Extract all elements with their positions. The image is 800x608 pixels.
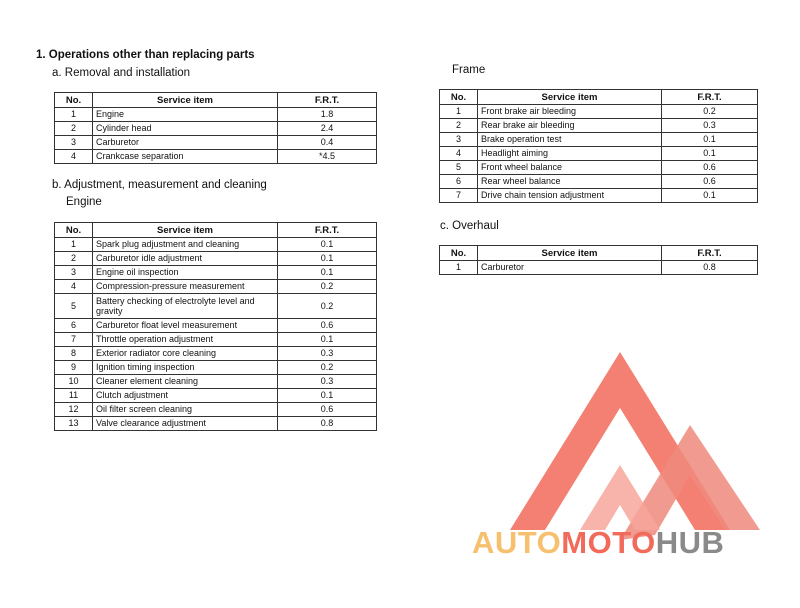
table-row xyxy=(440,161,758,175)
row-no: 4 xyxy=(440,147,478,161)
row-item: Oil filter screen cleaning xyxy=(93,403,278,417)
brand-hub: HUB xyxy=(655,525,725,560)
row-item: Carburetor idle adjustment xyxy=(93,252,278,266)
overhaul-title: c. Overhaul xyxy=(440,220,499,232)
table-row xyxy=(440,261,758,275)
row-no: 2 xyxy=(55,122,93,136)
table-row xyxy=(440,189,758,203)
row-no: 1 xyxy=(55,238,93,252)
table-row xyxy=(440,175,758,189)
row-no: 1 xyxy=(55,108,93,122)
row-no: 7 xyxy=(55,333,93,347)
overhaul-table xyxy=(439,245,758,275)
table-row xyxy=(55,122,377,136)
removal-table xyxy=(54,92,377,164)
row-frt: 0.2 xyxy=(278,294,377,319)
row-no: 10 xyxy=(55,375,93,389)
table-row xyxy=(55,361,377,375)
row-item: Brake operation test xyxy=(478,133,662,147)
row-no: 1 xyxy=(440,261,478,275)
row-item: Carburetor xyxy=(93,136,278,150)
section-heading: 1. Operations other than replacing parts xyxy=(36,49,255,61)
adjustment-title: b. Adjustment, measurement and cleaning xyxy=(52,179,267,191)
col-no: No. xyxy=(55,223,93,238)
adjustment-table xyxy=(54,222,377,431)
row-item: Spark plug adjustment and cleaning xyxy=(93,238,278,252)
col-service-item: Service item xyxy=(93,93,278,108)
row-no: 3 xyxy=(55,266,93,280)
brand-moto: MOTO xyxy=(561,525,656,560)
table-row xyxy=(440,105,758,119)
row-no: 5 xyxy=(55,294,93,319)
col-frt: F.R.T. xyxy=(662,90,758,105)
removal-title: a. Removal and installation xyxy=(52,67,191,79)
table-row xyxy=(55,252,377,266)
col-service-item: Service item xyxy=(478,90,662,105)
watermark-brand xyxy=(472,525,724,561)
row-frt: 0.3 xyxy=(278,375,377,389)
row-item: Engine xyxy=(93,108,278,122)
row-no: 11 xyxy=(55,389,93,403)
col-no: No. xyxy=(55,93,93,108)
adjustment-subtitle: Engine xyxy=(66,196,102,208)
table-row xyxy=(55,150,377,164)
row-item: Battery checking of electrolyte level and gravity xyxy=(93,294,278,319)
row-item: Valve clearance adjustment xyxy=(93,417,278,431)
row-frt: 0.1 xyxy=(278,252,377,266)
row-frt: 0.1 xyxy=(278,333,377,347)
row-frt: *4.5 xyxy=(278,150,377,164)
frame-title: Frame xyxy=(452,64,486,76)
table-row xyxy=(55,108,377,122)
row-item: Compression-pressure measurement xyxy=(93,280,278,294)
row-item: Front wheel balance xyxy=(478,161,662,175)
row-no: 2 xyxy=(440,119,478,133)
row-item: Clutch adjustment xyxy=(93,389,278,403)
row-item: Rear wheel balance xyxy=(478,175,662,189)
row-frt: 0.2 xyxy=(278,361,377,375)
table-row xyxy=(55,266,377,280)
row-no: 6 xyxy=(55,319,93,333)
table-row xyxy=(55,333,377,347)
table-row xyxy=(55,375,377,389)
row-frt: 0.1 xyxy=(278,266,377,280)
row-frt: 0.2 xyxy=(278,280,377,294)
col-frt: F.R.T. xyxy=(278,93,377,108)
col-service-item: Service item xyxy=(93,223,278,238)
row-frt: 0.3 xyxy=(278,347,377,361)
row-item: Drive chain tension adjustment xyxy=(478,189,662,203)
row-no: 13 xyxy=(55,417,93,431)
row-frt: 0.6 xyxy=(662,175,758,189)
row-item: Crankcase separation xyxy=(93,150,278,164)
col-frt: F.R.T. xyxy=(662,246,758,261)
row-frt: 0.4 xyxy=(278,136,377,150)
table-header-row xyxy=(440,246,758,261)
row-frt: 0.3 xyxy=(662,119,758,133)
row-item: Ignition timing inspection xyxy=(93,361,278,375)
row-no: 12 xyxy=(55,403,93,417)
row-no: 3 xyxy=(440,133,478,147)
col-no: No. xyxy=(440,90,478,105)
brand-auto: AUTO xyxy=(472,525,562,560)
table-row xyxy=(55,238,377,252)
row-no: 5 xyxy=(440,161,478,175)
row-frt: 0.6 xyxy=(662,161,758,175)
row-frt: 0.1 xyxy=(662,189,758,203)
row-no: 2 xyxy=(55,252,93,266)
row-frt: 0.8 xyxy=(662,261,758,275)
row-frt: 0.1 xyxy=(662,147,758,161)
row-no: 4 xyxy=(55,280,93,294)
row-item: Headlight aiming xyxy=(478,147,662,161)
row-frt: 0.6 xyxy=(278,403,377,417)
table-row xyxy=(440,147,758,161)
row-frt: 0.1 xyxy=(278,238,377,252)
table-row xyxy=(55,417,377,431)
frame-table xyxy=(439,89,758,203)
table-row xyxy=(55,319,377,333)
col-frt: F.R.T. xyxy=(278,223,377,238)
col-no: No. xyxy=(440,246,478,261)
table-row xyxy=(55,403,377,417)
row-no: 4 xyxy=(55,150,93,164)
row-frt: 1.8 xyxy=(278,108,377,122)
row-no: 3 xyxy=(55,136,93,150)
row-item: Engine oil inspection xyxy=(93,266,278,280)
row-no: 9 xyxy=(55,361,93,375)
table-row xyxy=(55,280,377,294)
row-frt: 2.4 xyxy=(278,122,377,136)
row-item: Rear brake air bleeding xyxy=(478,119,662,133)
row-item: Cleaner element cleaning xyxy=(93,375,278,389)
table-header-row xyxy=(440,90,758,105)
row-item: Cylinder head xyxy=(93,122,278,136)
row-no: 1 xyxy=(440,105,478,119)
row-frt: 0.6 xyxy=(278,319,377,333)
row-no: 6 xyxy=(440,175,478,189)
row-item: Exterior radiator core cleaning xyxy=(93,347,278,361)
table-header-row xyxy=(55,93,377,108)
row-item: Carburetor xyxy=(478,261,662,275)
row-frt: 0.1 xyxy=(662,133,758,147)
row-frt: 0.2 xyxy=(662,105,758,119)
table-row xyxy=(55,389,377,403)
table-row xyxy=(55,136,377,150)
table-row xyxy=(440,133,758,147)
row-frt: 0.8 xyxy=(278,417,377,431)
table-row xyxy=(55,347,377,361)
row-item: Throttle operation adjustment xyxy=(93,333,278,347)
row-no: 8 xyxy=(55,347,93,361)
row-no: 7 xyxy=(440,189,478,203)
row-item: Front brake air bleeding xyxy=(478,105,662,119)
table-row xyxy=(440,119,758,133)
table-header-row xyxy=(55,223,377,238)
col-service-item: Service item xyxy=(478,246,662,261)
row-frt: 0.1 xyxy=(278,389,377,403)
row-item: Carburetor float level measurement xyxy=(93,319,278,333)
table-row xyxy=(55,294,377,319)
